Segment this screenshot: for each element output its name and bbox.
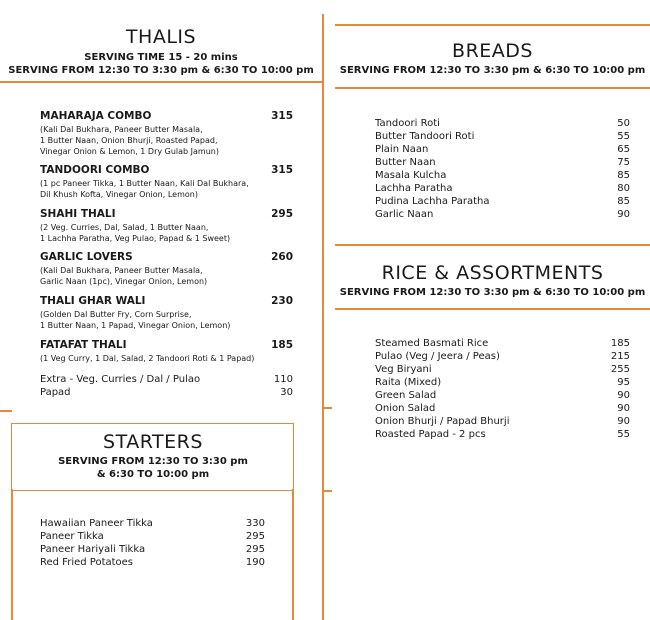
item-price: 65 [617, 144, 630, 155]
item-name: Garlic Naan [375, 209, 434, 220]
item-name: Hawaiian Paneer Tikka [40, 518, 153, 529]
item-name: Tandoori Roti [375, 118, 440, 129]
menu-row [375, 376, 630, 389]
divider-thalis-bottom [0, 410, 12, 412]
item-price: 295 [245, 531, 265, 542]
divider-breads-top [335, 24, 650, 26]
menu-row [40, 543, 265, 556]
thali-item [40, 251, 295, 287]
starters-title: STARTERS [103, 431, 203, 453]
thalis-serving-from: SERVING FROM 12:30 TO 3:30 pm & 6:30 TO 10:00 pm [8, 65, 314, 76]
divider-thalis-header-bottom [0, 81, 322, 83]
divider-breads-header-bottom [335, 87, 650, 89]
item-desc: (Golden Dal Butter Fry, Corn Surprise, [40, 310, 192, 319]
starters-serving-line1: SERVING FROM 12:30 TO 3:30 pm [58, 456, 248, 467]
item-price: 80 [617, 183, 630, 194]
starters-header [11, 431, 295, 480]
thalis-title: THALIS [125, 26, 197, 48]
item-name: Plain Naan [375, 144, 429, 155]
divider-rice-top [335, 244, 650, 246]
item-price: 75 [617, 157, 630, 168]
item-price: 185 [271, 339, 293, 351]
divider-rice-header-bottom [335, 308, 650, 310]
tick-center-2 [322, 490, 332, 492]
menu-row [40, 530, 265, 543]
item-price: 315 [271, 110, 293, 122]
item-name: Masala Kulcha [375, 170, 447, 181]
menu-row [375, 337, 630, 350]
menu-row [375, 130, 630, 143]
item-desc: (1 pc Paneer Tikka, 1 Butter Naan, Kali Dal Bukhara, [40, 179, 249, 188]
item-price: 90 [617, 416, 630, 427]
item-price: 215 [610, 351, 630, 362]
menu-row [40, 556, 265, 569]
menu-row [375, 428, 630, 441]
item-price: 55 [617, 429, 630, 440]
item-price: 30 [280, 387, 293, 398]
item-desc: 1 Lachha Paratha, Veg Pulao, Papad & 1 Sweet) [40, 234, 231, 243]
starters-right-border [292, 489, 294, 620]
item-price: 90 [617, 209, 630, 220]
item-desc: (2 Veg. Curries, Dal, Salad, 1 Butter Naan, [40, 223, 209, 232]
item-price: 90 [617, 390, 630, 401]
thali-item [40, 110, 295, 157]
item-name: Butter Tandoori Roti [375, 131, 475, 142]
thalis-serving-time: SERVING TIME 15 - 20 mins [84, 52, 238, 63]
item-desc: (Kali Dal Bukhara, Paneer Butter Masala, [40, 266, 203, 275]
starters-serving-line2: & 6:30 TO 10:00 pm [96, 469, 210, 480]
item-name: Red Fried Potatoes [40, 557, 134, 568]
item-price: 85 [617, 170, 630, 181]
menu-row [375, 117, 630, 130]
menu-row [375, 389, 630, 402]
item-price: 50 [617, 118, 630, 129]
thali-item [40, 295, 295, 331]
item-name: Steamed Basmati Rice [375, 338, 489, 349]
menu-row [375, 195, 630, 208]
item-price: 295 [245, 544, 265, 555]
menu-row [375, 169, 630, 182]
menu-row [375, 415, 630, 428]
item-price: 190 [245, 557, 265, 568]
extra-row [40, 386, 295, 399]
item-desc: Vinegar Onion & Lemon, 1 Dry Gulab Jamun) [40, 147, 219, 156]
item-desc: (Kali Dal Bukhara, Paneer Butter Masala, [40, 125, 203, 134]
item-price: 110 [273, 374, 293, 385]
item-desc: 1 Butter Naan, 1 Papad, Vinegar Onion, Lemon) [40, 321, 231, 330]
thalis-header [0, 26, 322, 76]
item-price: 230 [271, 295, 293, 307]
item-name: Paneer Hariyali Tikka [40, 544, 146, 555]
menu-row [375, 156, 630, 169]
starters-left-border [11, 489, 13, 620]
rice-serving-from: SERVING FROM 12:30 TO 3:30 pm & 6:30 TO 10:00 pm [339, 287, 646, 298]
item-name: FATAFAT THALI [40, 339, 127, 351]
item-name: GARLIC LOVERS [40, 251, 133, 263]
item-price: 55 [617, 131, 630, 142]
tick-center-1 [322, 407, 332, 409]
item-name: Extra - Veg. Curries / Dal / Pulao [40, 374, 201, 385]
item-name: Raita (Mixed) [375, 377, 442, 388]
item-price: 330 [245, 518, 265, 529]
item-desc: (1 Veg Curry, 1 Dal, Salad, 2 Tandoori Roti & 1 Papad) [40, 354, 255, 363]
rice-header [335, 262, 650, 298]
thali-item [40, 164, 295, 200]
item-name: Pudina Lachha Paratha [375, 196, 490, 207]
item-price: 95 [617, 377, 630, 388]
item-name: MAHARAJA COMBO [40, 110, 152, 122]
item-name: Green Salad [375, 390, 437, 401]
menu-row [375, 208, 630, 221]
item-price: 185 [610, 338, 630, 349]
item-price: 295 [271, 208, 293, 220]
item-name: TANDOORI COMBO [40, 164, 150, 176]
item-name: SHAHI THALI [40, 208, 116, 220]
extra-row [40, 373, 295, 386]
menu-row [375, 182, 630, 195]
item-name: Lachha Paratha [375, 183, 453, 194]
item-name: Onion Salad [375, 403, 436, 414]
menu-row [375, 350, 630, 363]
item-name: Papad [40, 387, 71, 398]
item-price: 90 [617, 403, 630, 414]
thali-item [40, 208, 295, 244]
item-desc: Garlic Naan (1pc), Vinegar Onion, Lemon) [40, 277, 208, 286]
menu-row [375, 363, 630, 376]
divider-vertical-center [322, 14, 324, 620]
item-name: Pulao (Veg / Jeera / Peas) [375, 351, 500, 362]
breads-header [335, 40, 650, 76]
breads-serving-from: SERVING FROM 12:30 TO 3:30 pm & 6:30 TO 10:00 pm [339, 65, 646, 76]
item-price: 255 [610, 364, 630, 375]
item-name: Roasted Papad - 2 pcs [375, 429, 486, 440]
menu-row [375, 143, 630, 156]
menu-row [375, 402, 630, 415]
item-desc: 1 Butter Naan, Onion Bhurji, Roasted Papad, [40, 136, 218, 145]
rice-title: RICE & ASSORTMENTS [381, 262, 604, 284]
thali-item [40, 339, 295, 364]
breads-title: BREADS [452, 40, 533, 62]
item-price: 315 [271, 164, 293, 176]
item-price: 260 [271, 251, 293, 263]
item-desc: Dil Khush Kofta, Vinegar Onion, Lemon) [40, 190, 198, 199]
item-name: Veg Biryani [375, 364, 432, 375]
item-name: Paneer Tikka [40, 531, 104, 542]
item-name: Butter Naan [375, 157, 436, 168]
item-price: 85 [617, 196, 630, 207]
item-name: THALI GHAR WALI [40, 295, 146, 307]
menu-row [40, 517, 265, 530]
item-name: Onion Bhurji / Papad Bhurji [375, 416, 510, 427]
